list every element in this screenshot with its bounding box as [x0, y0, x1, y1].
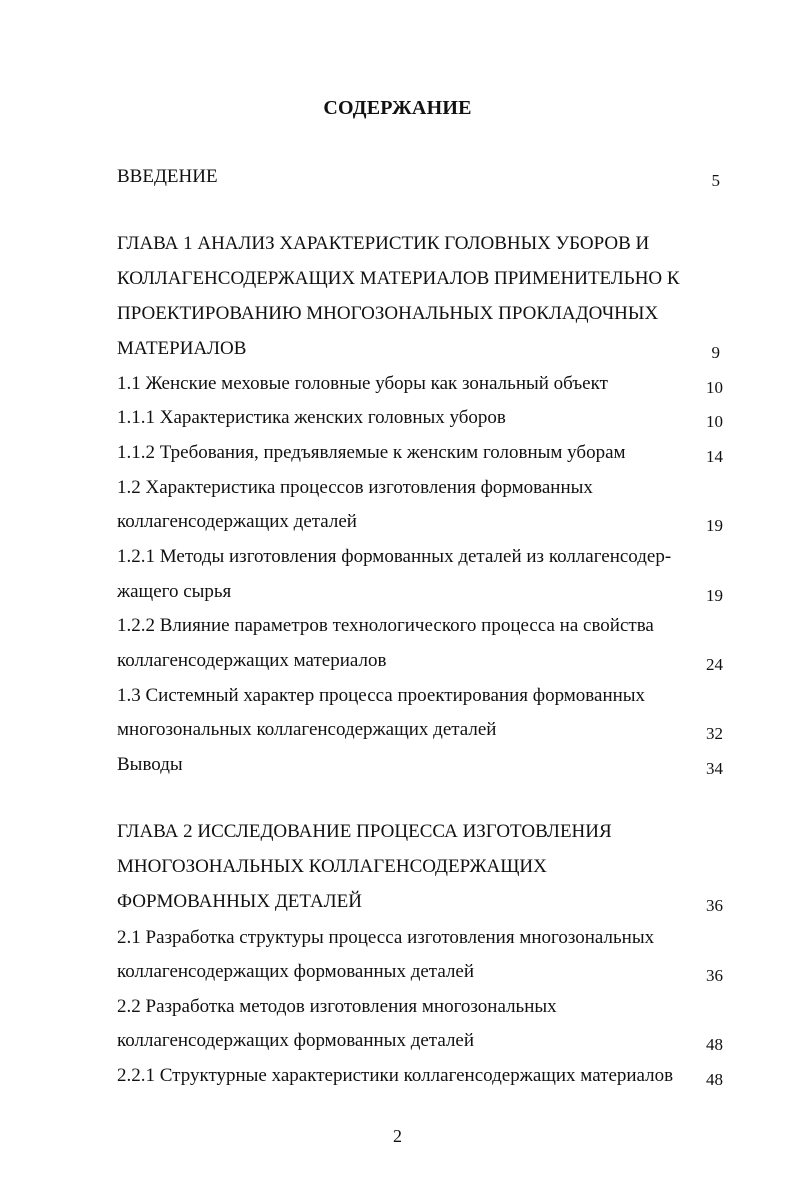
- toc-page-1-1-1: 10: [706, 412, 723, 431]
- toc-chapter1-line1: ГЛАВА 1 АНАЛИЗ ХАРАКТЕРИСТИК ГОЛОВНЫХ УБОРОВ И: [117, 233, 650, 254]
- toc-page-2-2: 48: [706, 1035, 723, 1054]
- toc-page-1-2: 19: [706, 516, 723, 535]
- toc-chapter2-line3: ФОРМОВАННЫХ ДЕТАЛЕЙ: [117, 891, 362, 912]
- toc-chapter1-line2: КОЛЛАГЕНСОДЕРЖАЩИХ МАТЕРИАЛОВ ПРИМЕНИТЕЛЬНО К: [117, 268, 680, 289]
- toc-entry-1-2-1-line1: 1.2.1 Методы изготовления формованных деталей из коллагенсодер-: [117, 546, 672, 567]
- toc-entry-2-2-line1: 2.2 Разработка методов изготовления многозональных: [117, 996, 557, 1017]
- toc-entry-1-2-line1: 1.2 Характеристика процессов изготовления формованных: [117, 477, 593, 498]
- toc-page-conclusions: 34: [706, 759, 723, 778]
- toc-entry-1-3-line1: 1.3 Системный характер процесса проектирования формованных: [117, 685, 646, 706]
- toc-chapter2-line2: МНОГОЗОНАЛЬНЫХ КОЛЛАГЕНСОДЕРЖАЩИХ: [117, 856, 547, 877]
- toc-page-1-1-2: 14: [706, 447, 723, 466]
- toc-entry-1-1: 1.1 Женские меховые головные уборы как зональный объект: [117, 373, 608, 394]
- toc-page-1-2-1: 19: [706, 586, 723, 605]
- toc-page-2-2-1: 48: [706, 1070, 723, 1089]
- toc-entry-1-3-line2: многозональных коллагенсодержащих деталей: [117, 719, 497, 740]
- toc-entry-1-2-2-line1: 1.2.2 Влияние параметров технологического процесса на свойства: [117, 615, 654, 636]
- toc-page-1-2-2: 24: [706, 655, 723, 674]
- toc-entry-2-2-1: 2.2.1 Структурные характеристики коллагенсодержащих материалов: [117, 1065, 674, 1086]
- toc-entry-2-2-line2: коллагенсодержащих формованных деталей: [117, 1030, 475, 1051]
- toc-entry-1-2-2-line2: коллагенсодержащих материалов: [117, 650, 387, 671]
- toc-entry-2-1-line2: коллагенсодержащих формованных деталей: [117, 961, 475, 982]
- toc-entry-conclusions: Выводы: [117, 754, 183, 775]
- toc-entry-1-1-2: 1.1.2 Требования, предъявляемые к женским головным уборам: [117, 442, 626, 463]
- toc-page-2-1: 36: [706, 966, 723, 985]
- toc-chapter1-line4: МАТЕРИАЛОВ: [117, 338, 247, 359]
- toc-entry-2-1-line1: 2.1 Разработка структуры процесса изготовления многозональных: [117, 927, 655, 948]
- toc-entry-intro: ВВЕДЕНИЕ: [117, 166, 218, 187]
- toc-page-1-3: 32: [706, 724, 723, 743]
- toc-page-chapter1: 9: [711, 343, 720, 362]
- toc-chapter1-line3: ПРОЕКТИРОВАНИЮ МНОГОЗОНАЛЬНЫХ ПРОКЛАДОЧНЫХ: [117, 303, 659, 324]
- toc-page-intro: 5: [711, 171, 720, 190]
- toc-entry-1-2-line2: коллагенсодержащих деталей: [117, 511, 357, 532]
- toc-page-1-1: 10: [706, 378, 723, 397]
- toc-entry-1-1-1: 1.1.1 Характеристика женских головных уборов: [117, 407, 506, 428]
- toc-chapter2-line1: ГЛАВА 2 ИССЛЕДОВАНИЕ ПРОЦЕССА ИЗГОТОВЛЕНИЯ: [117, 821, 612, 842]
- page-title: СОДЕРЖАНИЕ: [323, 97, 472, 119]
- page-number: 2: [393, 1126, 402, 1146]
- toc-entry-1-2-1-line2: жащего сырья: [117, 581, 232, 602]
- toc-page-chapter2: 36: [706, 896, 723, 915]
